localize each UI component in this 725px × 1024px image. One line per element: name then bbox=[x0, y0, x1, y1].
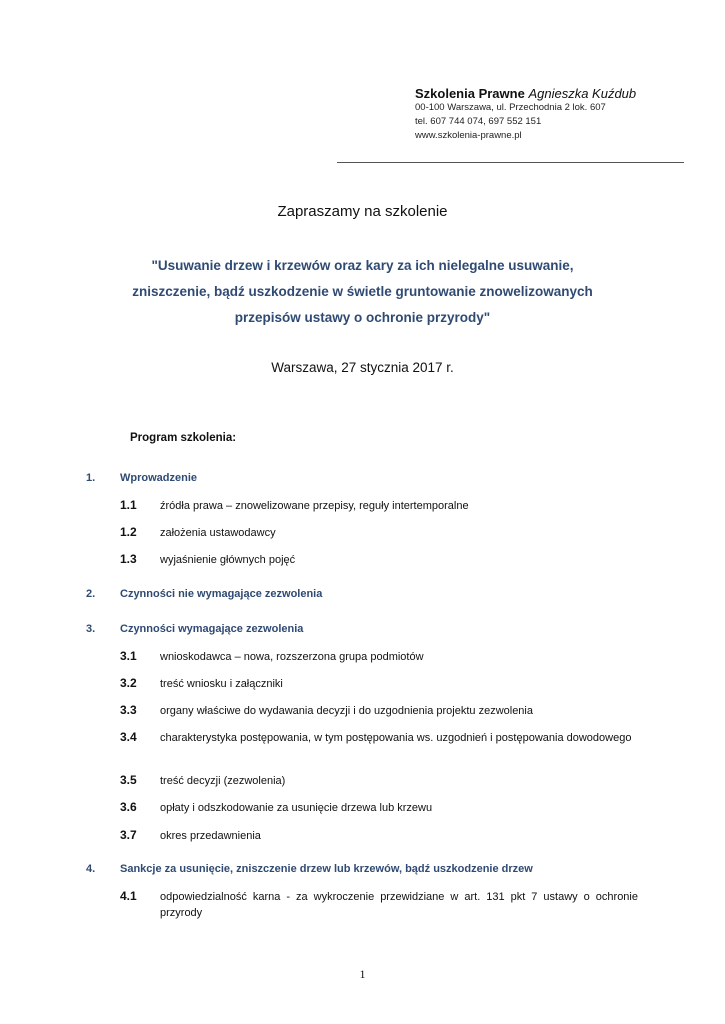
item-text: opłaty i odszkodowanie za usunięcie drzewa lub krzewu bbox=[160, 802, 433, 814]
company-name-italic: Agnieszka Kuźdub bbox=[528, 86, 637, 101]
company-name bbox=[415, 86, 636, 101]
program-label: Program szkolenia: bbox=[130, 432, 237, 444]
section-title: Czynności wymagające zezwolenia bbox=[120, 623, 304, 635]
section-number: 3. bbox=[86, 623, 96, 635]
item-text: organy właściwe do wydawania decyzji i do uzgodnienia projektu zezwolenia bbox=[160, 705, 533, 717]
item-text: treść decyzji (zezwolenia) bbox=[160, 775, 286, 787]
letterhead bbox=[415, 86, 636, 143]
list-item-3-1 bbox=[120, 649, 638, 665]
item-number: 1.3 bbox=[120, 552, 137, 566]
company-address: 00-100 Warszawa, ul. Przechodnia 2 lok. 607 bbox=[415, 102, 606, 113]
section-number: 2. bbox=[86, 588, 96, 600]
item-text: założenia ustawodawcy bbox=[160, 527, 276, 539]
course-title-line-2: zniszczenie, bądź uszkodzenie w świetle gruntowanie znowelizowanych bbox=[132, 284, 593, 299]
list-item-3-3 bbox=[120, 703, 638, 719]
item-number: 3.2 bbox=[120, 676, 137, 690]
invite-heading: Zapraszamy na szkolenie bbox=[277, 203, 448, 220]
item-number: 3.5 bbox=[120, 773, 137, 787]
section-number: 4. bbox=[86, 863, 96, 875]
place-date: Warszawa, 27 stycznia 2017 r. bbox=[271, 360, 454, 375]
list-item-4-1 bbox=[120, 889, 638, 921]
list-item-3-2 bbox=[120, 676, 638, 692]
course-title-line-1: "Usuwanie drzew i krzewów oraz kary za ich nielegalne usuwanie, bbox=[151, 258, 574, 273]
item-number: 3.7 bbox=[120, 828, 137, 842]
page-number: 1 bbox=[359, 967, 366, 981]
list-item-1-1 bbox=[120, 498, 638, 514]
item-text: wyjaśnienie głównych pojęć bbox=[160, 554, 296, 566]
item-number: 3.1 bbox=[120, 649, 137, 663]
course-title-line-3: przepisów ustawy o ochronie przyrody" bbox=[234, 310, 491, 325]
list-item-1-2 bbox=[120, 525, 638, 541]
item-text: treść wniosku i załączniki bbox=[160, 678, 283, 690]
header-divider bbox=[337, 162, 684, 163]
company-name-bold: Szkolenia Prawne bbox=[415, 86, 525, 101]
list-item-3-5 bbox=[120, 773, 638, 789]
course-title bbox=[0, 253, 725, 331]
item-number: 1.1 bbox=[120, 498, 137, 512]
list-item-1-3 bbox=[120, 552, 638, 568]
list-item-3-6 bbox=[120, 800, 638, 816]
section-title: Czynności nie wymagające zezwolenia bbox=[120, 588, 323, 600]
item-number: 4.1 bbox=[120, 889, 137, 903]
item-number: 3.6 bbox=[120, 800, 137, 814]
item-text: odpowiedzialność karna - za wykroczenie przewidziane w art. 131 pkt 7 ustawy o ochronie przyrody bbox=[160, 891, 638, 919]
item-number: 1.2 bbox=[120, 525, 137, 539]
list-item-3-7 bbox=[120, 828, 638, 844]
section-title: Wprowadzenie bbox=[120, 472, 198, 484]
item-text: charakterystyka postępowania, w tym postępowania ws. uzgodnień i postępowania dowodowego bbox=[160, 732, 632, 744]
company-website: www.szkolenia-prawne.pl bbox=[415, 130, 522, 141]
company-phone: tel. 607 744 074, 697 552 151 bbox=[415, 116, 542, 127]
item-number: 3.3 bbox=[120, 703, 137, 717]
list-item-3-4 bbox=[120, 730, 638, 746]
section-number: 1. bbox=[86, 472, 96, 484]
item-number: 3.4 bbox=[120, 730, 137, 744]
item-text: wnioskodawca – nowa, rozszerzona grupa podmiotów bbox=[160, 651, 424, 663]
item-text: okres przedawnienia bbox=[160, 830, 261, 842]
section-title: Sankcje za usunięcie, zniszczenie drzew lub krzewów, bądź uszkodzenie drzew bbox=[120, 863, 533, 875]
item-text: źródła prawa – znowelizowane przepisy, reguły intertemporalne bbox=[160, 500, 469, 512]
